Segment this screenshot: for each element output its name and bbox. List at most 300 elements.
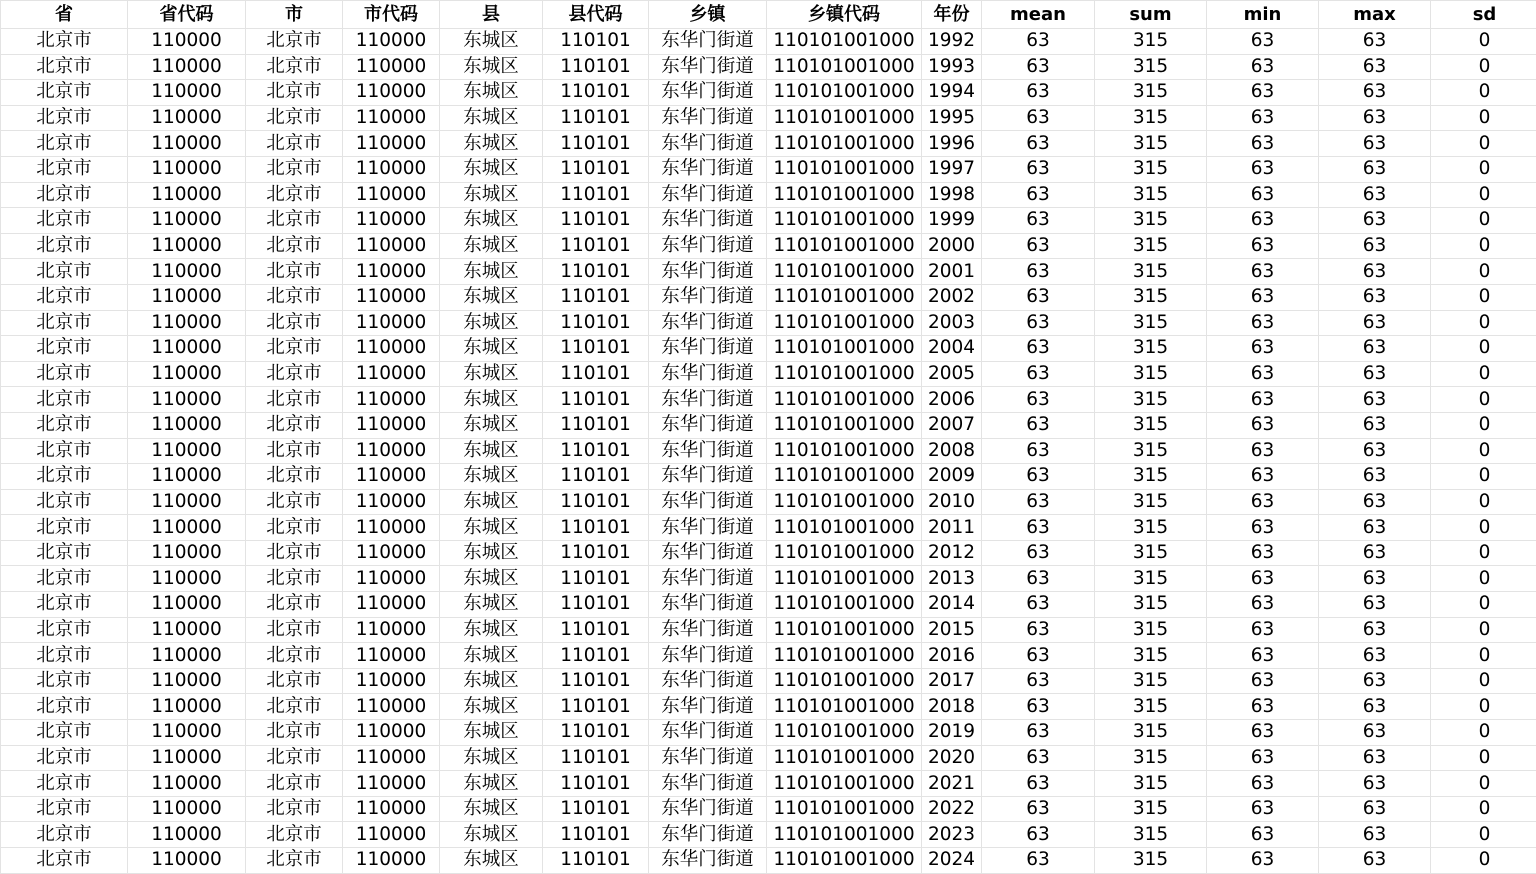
- cell-province-code[interactable]: 110000: [128, 310, 246, 336]
- column-header-sum[interactable]: sum: [1095, 1, 1207, 29]
- cell-county-code[interactable]: 110101: [543, 643, 649, 669]
- cell-max[interactable]: 63: [1319, 540, 1431, 566]
- cell-year[interactable]: 1993: [922, 54, 982, 80]
- cell-county-code[interactable]: 110101: [543, 668, 649, 694]
- cell-county[interactable]: 东城区: [440, 80, 543, 106]
- cell-county-code[interactable]: 110101: [543, 566, 649, 592]
- cell-sd[interactable]: 0: [1431, 131, 1536, 157]
- cell-province-code[interactable]: 110000: [128, 387, 246, 413]
- cell-town[interactable]: 东华门街道: [649, 361, 767, 387]
- cell-city-code[interactable]: 110000: [343, 54, 440, 80]
- cell-mean[interactable]: 63: [982, 259, 1095, 285]
- cell-city-code[interactable]: 110000: [343, 540, 440, 566]
- cell-city-code[interactable]: 110000: [343, 361, 440, 387]
- cell-town-code[interactable]: 110101001000: [767, 464, 922, 490]
- cell-province[interactable]: 北京市: [1, 617, 128, 643]
- cell-sum[interactable]: 315: [1095, 208, 1207, 234]
- cell-county[interactable]: 东城区: [440, 105, 543, 131]
- cell-town-code[interactable]: 110101001000: [767, 745, 922, 771]
- cell-county-code[interactable]: 110101: [543, 387, 649, 413]
- cell-town[interactable]: 东华门街道: [649, 745, 767, 771]
- cell-province-code[interactable]: 110000: [128, 80, 246, 106]
- cell-sd[interactable]: 0: [1431, 361, 1536, 387]
- cell-mean[interactable]: 63: [982, 156, 1095, 182]
- cell-county[interactable]: 东城区: [440, 361, 543, 387]
- cell-county-code[interactable]: 110101: [543, 182, 649, 208]
- cell-sum[interactable]: 315: [1095, 489, 1207, 515]
- cell-sd[interactable]: 0: [1431, 694, 1536, 720]
- cell-city-code[interactable]: 110000: [343, 643, 440, 669]
- cell-province-code[interactable]: 110000: [128, 54, 246, 80]
- cell-county[interactable]: 东城区: [440, 848, 543, 874]
- cell-town-code[interactable]: 110101001000: [767, 540, 922, 566]
- cell-sd[interactable]: 0: [1431, 720, 1536, 746]
- cell-mean[interactable]: 63: [982, 131, 1095, 157]
- cell-sd[interactable]: 0: [1431, 848, 1536, 874]
- cell-city[interactable]: 北京市: [246, 156, 343, 182]
- cell-mean[interactable]: 63: [982, 464, 1095, 490]
- cell-sd[interactable]: 0: [1431, 668, 1536, 694]
- cell-sd[interactable]: 0: [1431, 259, 1536, 285]
- cell-city-code[interactable]: 110000: [343, 720, 440, 746]
- cell-min[interactable]: 63: [1207, 412, 1319, 438]
- cell-city[interactable]: 北京市: [246, 540, 343, 566]
- cell-sd[interactable]: 0: [1431, 336, 1536, 362]
- cell-city-code[interactable]: 110000: [343, 592, 440, 618]
- cell-town-code[interactable]: 110101001000: [767, 336, 922, 362]
- column-header-year[interactable]: 年份: [922, 1, 982, 29]
- cell-province[interactable]: 北京市: [1, 387, 128, 413]
- cell-city[interactable]: 北京市: [246, 694, 343, 720]
- cell-sd[interactable]: 0: [1431, 310, 1536, 336]
- cell-city-code[interactable]: 110000: [343, 822, 440, 848]
- cell-sum[interactable]: 315: [1095, 182, 1207, 208]
- cell-province[interactable]: 北京市: [1, 259, 128, 285]
- cell-town[interactable]: 东华门街道: [649, 771, 767, 797]
- cell-county-code[interactable]: 110101: [543, 412, 649, 438]
- cell-province-code[interactable]: 110000: [128, 566, 246, 592]
- cell-min[interactable]: 63: [1207, 720, 1319, 746]
- cell-min[interactable]: 63: [1207, 668, 1319, 694]
- cell-mean[interactable]: 63: [982, 310, 1095, 336]
- cell-province-code[interactable]: 110000: [128, 156, 246, 182]
- cell-year[interactable]: 1994: [922, 80, 982, 106]
- cell-min[interactable]: 63: [1207, 592, 1319, 618]
- cell-max[interactable]: 63: [1319, 668, 1431, 694]
- cell-min[interactable]: 63: [1207, 643, 1319, 669]
- column-header-town[interactable]: 乡镇: [649, 1, 767, 29]
- cell-county-code[interactable]: 110101: [543, 822, 649, 848]
- cell-town-code[interactable]: 110101001000: [767, 131, 922, 157]
- cell-max[interactable]: 63: [1319, 412, 1431, 438]
- cell-city-code[interactable]: 110000: [343, 233, 440, 259]
- cell-town-code[interactable]: 110101001000: [767, 29, 922, 55]
- cell-province-code[interactable]: 110000: [128, 412, 246, 438]
- cell-county-code[interactable]: 110101: [543, 284, 649, 310]
- column-header-mean[interactable]: mean: [982, 1, 1095, 29]
- cell-max[interactable]: 63: [1319, 745, 1431, 771]
- cell-year[interactable]: 2012: [922, 540, 982, 566]
- cell-sd[interactable]: 0: [1431, 156, 1536, 182]
- cell-town-code[interactable]: 110101001000: [767, 387, 922, 413]
- cell-year[interactable]: 1992: [922, 29, 982, 55]
- cell-sd[interactable]: 0: [1431, 438, 1536, 464]
- cell-year[interactable]: 1998: [922, 182, 982, 208]
- cell-county-code[interactable]: 110101: [543, 233, 649, 259]
- cell-city[interactable]: 北京市: [246, 720, 343, 746]
- cell-min[interactable]: 63: [1207, 796, 1319, 822]
- cell-year[interactable]: 2001: [922, 259, 982, 285]
- cell-town-code[interactable]: 110101001000: [767, 259, 922, 285]
- cell-town-code[interactable]: 110101001000: [767, 515, 922, 541]
- cell-province-code[interactable]: 110000: [128, 489, 246, 515]
- cell-county[interactable]: 东城区: [440, 412, 543, 438]
- cell-max[interactable]: 63: [1319, 182, 1431, 208]
- cell-province[interactable]: 北京市: [1, 771, 128, 797]
- cell-sd[interactable]: 0: [1431, 182, 1536, 208]
- cell-sum[interactable]: 315: [1095, 412, 1207, 438]
- cell-county-code[interactable]: 110101: [543, 361, 649, 387]
- cell-city[interactable]: 北京市: [246, 643, 343, 669]
- cell-city[interactable]: 北京市: [246, 668, 343, 694]
- cell-year[interactable]: 2020: [922, 745, 982, 771]
- cell-province-code[interactable]: 110000: [128, 745, 246, 771]
- cell-year[interactable]: 1996: [922, 131, 982, 157]
- cell-province-code[interactable]: 110000: [128, 361, 246, 387]
- cell-city[interactable]: 北京市: [246, 438, 343, 464]
- cell-county[interactable]: 东城区: [440, 208, 543, 234]
- cell-min[interactable]: 63: [1207, 105, 1319, 131]
- cell-min[interactable]: 63: [1207, 617, 1319, 643]
- cell-sum[interactable]: 315: [1095, 771, 1207, 797]
- cell-city-code[interactable]: 110000: [343, 156, 440, 182]
- cell-province[interactable]: 北京市: [1, 438, 128, 464]
- cell-town[interactable]: 东华门街道: [649, 796, 767, 822]
- cell-sd[interactable]: 0: [1431, 489, 1536, 515]
- cell-town-code[interactable]: 110101001000: [767, 105, 922, 131]
- cell-province-code[interactable]: 110000: [128, 540, 246, 566]
- cell-town[interactable]: 东华门街道: [649, 259, 767, 285]
- cell-county[interactable]: 东城区: [440, 694, 543, 720]
- cell-city-code[interactable]: 110000: [343, 745, 440, 771]
- cell-county-code[interactable]: 110101: [543, 489, 649, 515]
- cell-mean[interactable]: 63: [982, 796, 1095, 822]
- cell-province-code[interactable]: 110000: [128, 720, 246, 746]
- cell-mean[interactable]: 63: [982, 668, 1095, 694]
- cell-town[interactable]: 东华门街道: [649, 387, 767, 413]
- cell-county[interactable]: 东城区: [440, 745, 543, 771]
- cell-province-code[interactable]: 110000: [128, 182, 246, 208]
- cell-max[interactable]: 63: [1319, 643, 1431, 669]
- cell-province-code[interactable]: 110000: [128, 592, 246, 618]
- cell-mean[interactable]: 63: [982, 592, 1095, 618]
- cell-town-code[interactable]: 110101001000: [767, 694, 922, 720]
- cell-county[interactable]: 东城区: [440, 310, 543, 336]
- column-header-city[interactable]: 市: [246, 1, 343, 29]
- cell-max[interactable]: 63: [1319, 156, 1431, 182]
- cell-sd[interactable]: 0: [1431, 80, 1536, 106]
- cell-min[interactable]: 63: [1207, 284, 1319, 310]
- cell-year[interactable]: 2016: [922, 643, 982, 669]
- cell-year[interactable]: 2006: [922, 387, 982, 413]
- cell-town[interactable]: 东华门街道: [649, 848, 767, 874]
- cell-mean[interactable]: 63: [982, 438, 1095, 464]
- cell-town[interactable]: 东华门街道: [649, 208, 767, 234]
- cell-town[interactable]: 东华门街道: [649, 668, 767, 694]
- cell-mean[interactable]: 63: [982, 771, 1095, 797]
- column-header-min[interactable]: min: [1207, 1, 1319, 29]
- cell-year[interactable]: 2017: [922, 668, 982, 694]
- cell-year[interactable]: 2000: [922, 233, 982, 259]
- cell-town-code[interactable]: 110101001000: [767, 643, 922, 669]
- cell-town-code[interactable]: 110101001000: [767, 438, 922, 464]
- cell-county[interactable]: 东城区: [440, 720, 543, 746]
- cell-province[interactable]: 北京市: [1, 566, 128, 592]
- cell-county[interactable]: 东城区: [440, 182, 543, 208]
- cell-max[interactable]: 63: [1319, 105, 1431, 131]
- cell-max[interactable]: 63: [1319, 361, 1431, 387]
- cell-town-code[interactable]: 110101001000: [767, 822, 922, 848]
- cell-city-code[interactable]: 110000: [343, 796, 440, 822]
- cell-year[interactable]: 1997: [922, 156, 982, 182]
- cell-year[interactable]: 2018: [922, 694, 982, 720]
- cell-county-code[interactable]: 110101: [543, 796, 649, 822]
- cell-year[interactable]: 2024: [922, 848, 982, 874]
- cell-county[interactable]: 东城区: [440, 336, 543, 362]
- cell-province-code[interactable]: 110000: [128, 131, 246, 157]
- cell-max[interactable]: 63: [1319, 259, 1431, 285]
- column-header-city-code[interactable]: 市代码: [343, 1, 440, 29]
- cell-town[interactable]: 东华门街道: [649, 617, 767, 643]
- cell-town-code[interactable]: 110101001000: [767, 796, 922, 822]
- cell-max[interactable]: 63: [1319, 822, 1431, 848]
- cell-province[interactable]: 北京市: [1, 848, 128, 874]
- cell-city-code[interactable]: 110000: [343, 182, 440, 208]
- cell-city[interactable]: 北京市: [246, 771, 343, 797]
- cell-year[interactable]: 2011: [922, 515, 982, 541]
- cell-town[interactable]: 东华门街道: [649, 182, 767, 208]
- cell-county-code[interactable]: 110101: [543, 771, 649, 797]
- cell-county-code[interactable]: 110101: [543, 131, 649, 157]
- cell-min[interactable]: 63: [1207, 131, 1319, 157]
- cell-province[interactable]: 北京市: [1, 489, 128, 515]
- cell-min[interactable]: 63: [1207, 694, 1319, 720]
- cell-town-code[interactable]: 110101001000: [767, 80, 922, 106]
- cell-min[interactable]: 63: [1207, 336, 1319, 362]
- cell-city[interactable]: 北京市: [246, 131, 343, 157]
- column-header-sd[interactable]: sd: [1431, 1, 1536, 29]
- cell-town[interactable]: 东华门街道: [649, 464, 767, 490]
- cell-city-code[interactable]: 110000: [343, 29, 440, 55]
- cell-province-code[interactable]: 110000: [128, 259, 246, 285]
- column-header-province[interactable]: 省: [1, 1, 128, 29]
- cell-city[interactable]: 北京市: [246, 208, 343, 234]
- cell-sum[interactable]: 315: [1095, 822, 1207, 848]
- cell-year[interactable]: 2013: [922, 566, 982, 592]
- cell-max[interactable]: 63: [1319, 464, 1431, 490]
- cell-province-code[interactable]: 110000: [128, 29, 246, 55]
- cell-sum[interactable]: 315: [1095, 720, 1207, 746]
- cell-town[interactable]: 东华门街道: [649, 156, 767, 182]
- cell-town[interactable]: 东华门街道: [649, 233, 767, 259]
- cell-province[interactable]: 北京市: [1, 105, 128, 131]
- cell-province[interactable]: 北京市: [1, 182, 128, 208]
- cell-town-code[interactable]: 110101001000: [767, 566, 922, 592]
- cell-city-code[interactable]: 110000: [343, 566, 440, 592]
- cell-sum[interactable]: 315: [1095, 566, 1207, 592]
- cell-max[interactable]: 63: [1319, 720, 1431, 746]
- column-header-town-code[interactable]: 乡镇代码: [767, 1, 922, 29]
- cell-mean[interactable]: 63: [982, 105, 1095, 131]
- cell-mean[interactable]: 63: [982, 412, 1095, 438]
- cell-sum[interactable]: 315: [1095, 336, 1207, 362]
- cell-town-code[interactable]: 110101001000: [767, 617, 922, 643]
- cell-mean[interactable]: 63: [982, 29, 1095, 55]
- cell-province-code[interactable]: 110000: [128, 617, 246, 643]
- cell-county-code[interactable]: 110101: [543, 515, 649, 541]
- cell-town[interactable]: 东华门街道: [649, 80, 767, 106]
- cell-county[interactable]: 东城区: [440, 387, 543, 413]
- cell-town-code[interactable]: 110101001000: [767, 208, 922, 234]
- cell-town[interactable]: 东华门街道: [649, 284, 767, 310]
- cell-city-code[interactable]: 110000: [343, 515, 440, 541]
- cell-city[interactable]: 北京市: [246, 80, 343, 106]
- cell-city[interactable]: 北京市: [246, 387, 343, 413]
- cell-county[interactable]: 东城区: [440, 131, 543, 157]
- cell-city[interactable]: 北京市: [246, 310, 343, 336]
- cell-min[interactable]: 63: [1207, 438, 1319, 464]
- cell-town[interactable]: 东华门街道: [649, 54, 767, 80]
- cell-min[interactable]: 63: [1207, 464, 1319, 490]
- cell-county-code[interactable]: 110101: [543, 54, 649, 80]
- cell-max[interactable]: 63: [1319, 771, 1431, 797]
- cell-town-code[interactable]: 110101001000: [767, 156, 922, 182]
- cell-min[interactable]: 63: [1207, 182, 1319, 208]
- cell-year[interactable]: 2005: [922, 361, 982, 387]
- cell-min[interactable]: 63: [1207, 387, 1319, 413]
- cell-town[interactable]: 东华门街道: [649, 592, 767, 618]
- cell-mean[interactable]: 63: [982, 515, 1095, 541]
- cell-county[interactable]: 东城区: [440, 822, 543, 848]
- cell-min[interactable]: 63: [1207, 208, 1319, 234]
- cell-sum[interactable]: 315: [1095, 464, 1207, 490]
- cell-county[interactable]: 东城区: [440, 592, 543, 618]
- cell-max[interactable]: 63: [1319, 208, 1431, 234]
- cell-year[interactable]: 2010: [922, 489, 982, 515]
- cell-city-code[interactable]: 110000: [343, 617, 440, 643]
- cell-mean[interactable]: 63: [982, 233, 1095, 259]
- cell-county[interactable]: 东城区: [440, 29, 543, 55]
- cell-city-code[interactable]: 110000: [343, 105, 440, 131]
- cell-mean[interactable]: 63: [982, 208, 1095, 234]
- cell-city[interactable]: 北京市: [246, 54, 343, 80]
- cell-county[interactable]: 东城区: [440, 668, 543, 694]
- cell-sum[interactable]: 315: [1095, 131, 1207, 157]
- cell-city-code[interactable]: 110000: [343, 284, 440, 310]
- cell-sum[interactable]: 315: [1095, 643, 1207, 669]
- cell-sum[interactable]: 315: [1095, 310, 1207, 336]
- cell-county[interactable]: 东城区: [440, 259, 543, 285]
- cell-county-code[interactable]: 110101: [543, 592, 649, 618]
- cell-min[interactable]: 63: [1207, 156, 1319, 182]
- cell-sum[interactable]: 315: [1095, 540, 1207, 566]
- cell-sum[interactable]: 315: [1095, 387, 1207, 413]
- cell-town[interactable]: 东华门街道: [649, 131, 767, 157]
- cell-min[interactable]: 63: [1207, 54, 1319, 80]
- cell-province[interactable]: 北京市: [1, 233, 128, 259]
- cell-mean[interactable]: 63: [982, 540, 1095, 566]
- cell-province[interactable]: 北京市: [1, 592, 128, 618]
- cell-sd[interactable]: 0: [1431, 540, 1536, 566]
- cell-county-code[interactable]: 110101: [543, 848, 649, 874]
- cell-mean[interactable]: 63: [982, 566, 1095, 592]
- cell-sum[interactable]: 315: [1095, 438, 1207, 464]
- cell-sd[interactable]: 0: [1431, 566, 1536, 592]
- cell-mean[interactable]: 63: [982, 822, 1095, 848]
- cell-sd[interactable]: 0: [1431, 284, 1536, 310]
- cell-city[interactable]: 北京市: [246, 412, 343, 438]
- cell-city-code[interactable]: 110000: [343, 771, 440, 797]
- cell-max[interactable]: 63: [1319, 592, 1431, 618]
- cell-province-code[interactable]: 110000: [128, 515, 246, 541]
- cell-year[interactable]: 1999: [922, 208, 982, 234]
- cell-max[interactable]: 63: [1319, 694, 1431, 720]
- cell-town[interactable]: 东华门街道: [649, 566, 767, 592]
- cell-province[interactable]: 北京市: [1, 80, 128, 106]
- cell-county-code[interactable]: 110101: [543, 156, 649, 182]
- cell-province[interactable]: 北京市: [1, 156, 128, 182]
- cell-town[interactable]: 东华门街道: [649, 310, 767, 336]
- cell-max[interactable]: 63: [1319, 310, 1431, 336]
- cell-city-code[interactable]: 110000: [343, 668, 440, 694]
- cell-sd[interactable]: 0: [1431, 592, 1536, 618]
- cell-year[interactable]: 2023: [922, 822, 982, 848]
- cell-province-code[interactable]: 110000: [128, 105, 246, 131]
- cell-county-code[interactable]: 110101: [543, 617, 649, 643]
- cell-year[interactable]: 2002: [922, 284, 982, 310]
- cell-city-code[interactable]: 110000: [343, 80, 440, 106]
- cell-sum[interactable]: 315: [1095, 617, 1207, 643]
- cell-town-code[interactable]: 110101001000: [767, 592, 922, 618]
- cell-county-code[interactable]: 110101: [543, 310, 649, 336]
- cell-sd[interactable]: 0: [1431, 233, 1536, 259]
- cell-sd[interactable]: 0: [1431, 412, 1536, 438]
- cell-mean[interactable]: 63: [982, 694, 1095, 720]
- cell-sum[interactable]: 315: [1095, 668, 1207, 694]
- cell-min[interactable]: 63: [1207, 822, 1319, 848]
- cell-sd[interactable]: 0: [1431, 796, 1536, 822]
- cell-year[interactable]: 2008: [922, 438, 982, 464]
- cell-province-code[interactable]: 110000: [128, 233, 246, 259]
- cell-max[interactable]: 63: [1319, 848, 1431, 874]
- cell-city-code[interactable]: 110000: [343, 489, 440, 515]
- cell-city[interactable]: 北京市: [246, 566, 343, 592]
- cell-max[interactable]: 63: [1319, 131, 1431, 157]
- cell-town[interactable]: 东华门街道: [649, 336, 767, 362]
- cell-county-code[interactable]: 110101: [543, 438, 649, 464]
- cell-town[interactable]: 东华门街道: [649, 515, 767, 541]
- cell-sd[interactable]: 0: [1431, 822, 1536, 848]
- cell-sd[interactable]: 0: [1431, 643, 1536, 669]
- cell-county[interactable]: 东城区: [440, 771, 543, 797]
- cell-city[interactable]: 北京市: [246, 29, 343, 55]
- cell-county[interactable]: 东城区: [440, 284, 543, 310]
- cell-province[interactable]: 北京市: [1, 54, 128, 80]
- cell-county-code[interactable]: 110101: [543, 208, 649, 234]
- cell-max[interactable]: 63: [1319, 617, 1431, 643]
- cell-province[interactable]: 北京市: [1, 336, 128, 362]
- cell-max[interactable]: 63: [1319, 438, 1431, 464]
